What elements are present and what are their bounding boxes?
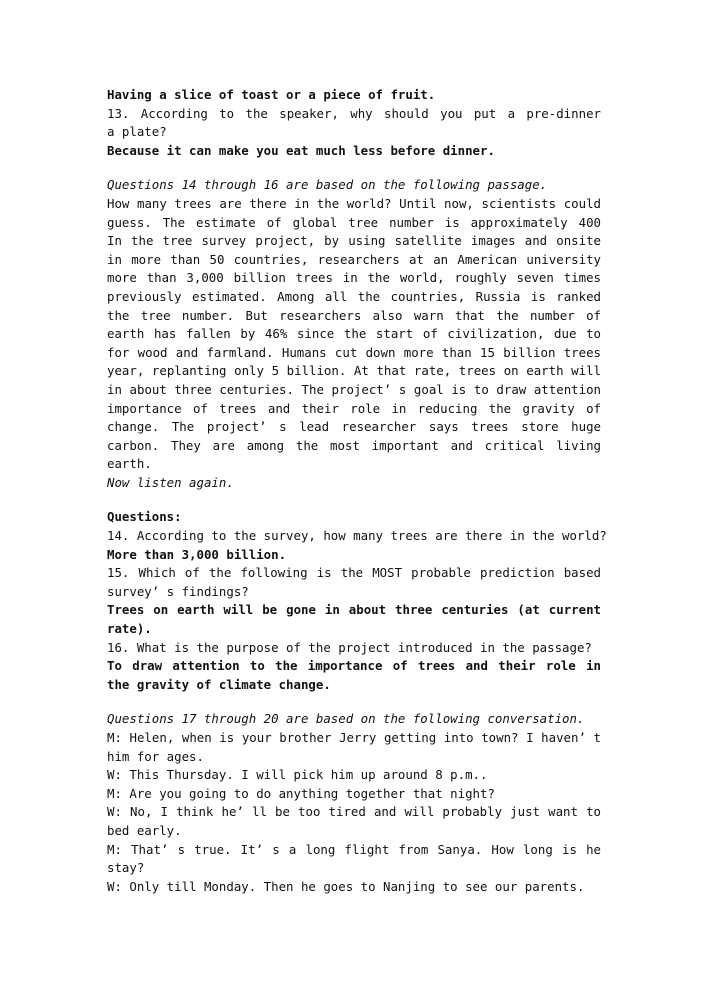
text-line: earth has fallen by 46% since the start of civilization, due to bbox=[107, 326, 601, 342]
text-line: 13. According to the speaker, why should you put a pre-dinner bbox=[107, 105, 601, 121]
text-line: a plate? bbox=[107, 124, 167, 140]
text-line: In the tree survey project, by using satellite images and onsite bbox=[107, 233, 601, 249]
text-line: change. The project’ s lead researcher says trees store huge bbox=[107, 419, 601, 435]
text-line: Having a slice of toast or a piece of fruit. bbox=[107, 87, 436, 102]
text-line: previously estimated. Among all the countries, Russia is ranked bbox=[107, 288, 601, 304]
text-line: the gravity of climate change. bbox=[107, 676, 331, 692]
text-line: Questions: bbox=[107, 509, 182, 525]
text-line: Now listen again. bbox=[107, 474, 234, 490]
text-line: M: Are you going to do anything together that night? bbox=[107, 785, 495, 801]
text-line: importance of trees and their role in reducing the gravity of bbox=[107, 400, 601, 416]
blank-line bbox=[107, 694, 601, 710]
document-page bbox=[107, 86, 607, 896]
text-line: 14. According to the survey, how many trees are there in the world? bbox=[107, 528, 607, 544]
text-line: in about three centuries. The project’ s goal is to draw attention bbox=[107, 381, 601, 397]
text-line: 15. Which of the following is the MOST probable prediction based bbox=[107, 565, 601, 581]
text-line: W: Only till Monday. Then he goes to Nanjing to see our parents. bbox=[107, 878, 585, 894]
text-line: survey’ s findings? bbox=[107, 583, 249, 599]
text-line: bed early. bbox=[107, 822, 182, 838]
text-line: To draw attention to the importance of trees and their role in bbox=[107, 658, 601, 674]
text-line: earth. bbox=[107, 456, 152, 472]
text-line: M: That’ s true. It’ s a long flight from Sanya. How long is he bbox=[107, 841, 601, 857]
text-line: Trees on earth will be gone in about three centuries (at current bbox=[107, 602, 601, 618]
text-line: for wood and farmland. Humans cut down more than 15 billion trees bbox=[107, 344, 601, 360]
text-line: Questions 14 through 16 are based on the following passage. bbox=[107, 177, 548, 193]
text-line: rate). bbox=[107, 621, 152, 637]
blank-line bbox=[107, 492, 601, 508]
text-line: Because it can make you eat much less before dinner. bbox=[107, 142, 495, 158]
text-line: How many trees are there in the world? Until now, scientists could bbox=[107, 195, 601, 211]
text-line: W: This Thursday. I will pick him up around 8 p.m.. bbox=[107, 767, 488, 783]
text-line: More than 3,000 billion. bbox=[107, 546, 287, 562]
text-line: guess. The estimate of global tree number is approximately 400 bbox=[107, 214, 601, 230]
text-line: year, replanting only 5 billion. At that rate, trees on earth will bbox=[107, 363, 601, 379]
text-line: W: No, I think he’ ll be too tired and will probably just want to bbox=[107, 804, 601, 820]
text-line: stay? bbox=[107, 860, 145, 876]
blank-line bbox=[107, 160, 601, 176]
text-line: M: Helen, when is your brother Jerry getting into town? I haven’ t bbox=[107, 730, 601, 745]
text-line: more than 3,000 billion trees in the world, roughly seven times bbox=[107, 270, 601, 286]
text-line: him for ages. bbox=[107, 748, 204, 764]
text-line: 16. What is the purpose of the project introduced in the passage? bbox=[107, 639, 592, 655]
text-line: carbon. They are among the most important and critical living bbox=[107, 437, 601, 453]
text-line: in more than 50 countries, researchers at an American university bbox=[107, 251, 601, 267]
text-line: Questions 17 through 20 are based on the following conversation. bbox=[107, 711, 585, 727]
text-line: the tree number. But researchers also warn that the number of bbox=[107, 307, 601, 323]
